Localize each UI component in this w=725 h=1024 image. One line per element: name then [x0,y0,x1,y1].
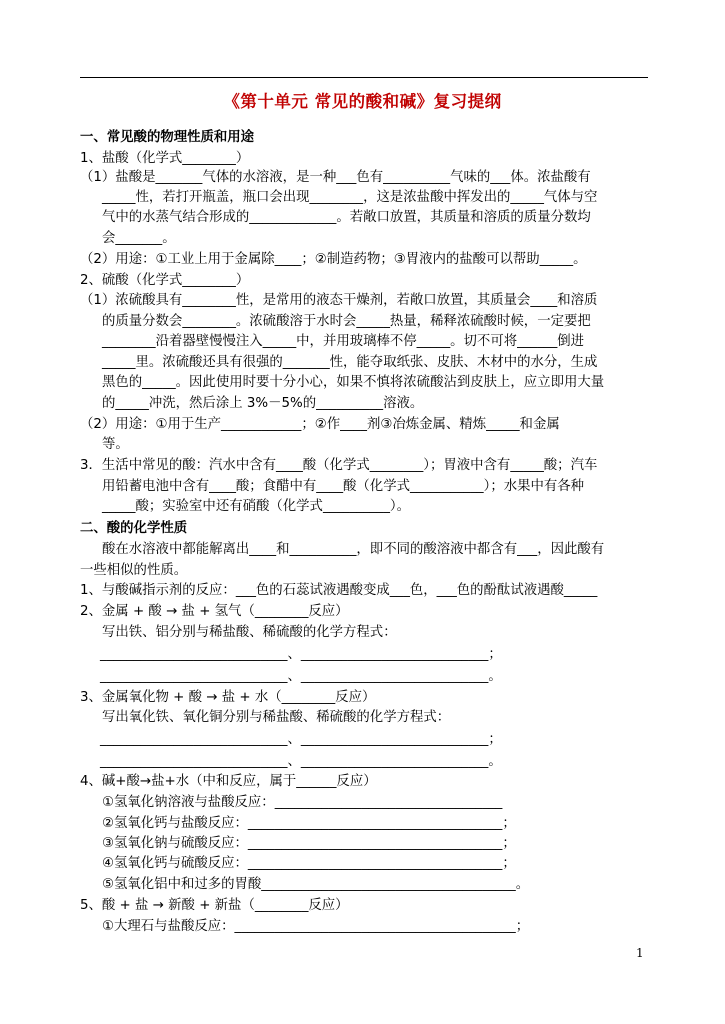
text-line: _____酸；实验室中还有硝酸（化学式__________）。 [102,499,410,514]
text-line: 酸在水溶液中都能解离出____和__________，即不同的酸溶液中都含有___，因此酸有 [102,542,605,557]
text-line: 5、酸 + 盐 → 新酸 + 新盐（________反应） [80,898,349,913]
text-line: 会_______。 [102,231,176,246]
text-line: （2）用途：①用于生产____________；②作____剂③冶炼金属、精炼_____和金属 [80,417,560,432]
text-line: 的质量分数会________。浓硫酸溶于水时会_____热量，稀释浓硫酸时候，一定要把 [102,314,591,329]
text-line: 黑色的_____。因此使用时要十分小心，如果不慎将浓硫酸沾到皮肤上，应立即用大量 [102,375,605,390]
text-line: ③氢氧化钠与硫酸反应：______________________________________； [102,836,516,851]
text-line: ⑤氢氧化铝中和过多的胃酸______________________________________。 [102,877,530,892]
text-line: 2、硫酸（化学式________） [80,273,250,288]
text-line: 写出氧化铁、氧化铜分别与稀盐酸、稀硫酸的化学方程式： [102,710,451,725]
text-line: （2）用途：①工业上用于金属除____；②制造药物；③胃液内的盐酸可以帮助_____。 [80,252,587,267]
text-line: （1）浓硫酸具有________性，是常用的液态干燥剂，若敞口放置，其质量会____和溶质 [80,293,598,308]
text-line: 3、金属氧化物 + 酸 → 盐 + 水（________反应） [80,690,376,705]
text-line: 3．生活中常见的酸：汽水中含有____酸（化学式________）；胃液中含有_____酸；汽车 [80,458,598,473]
section-heading: 二、酸的化学性质 [80,521,188,536]
text-line: ____________________________、____________________________。 [100,754,502,769]
text-line: ①大理石与盐酸反应：__________________________________________； [102,919,530,934]
text-line: 一些相似的性质。 [80,563,188,578]
text-line: ④氢氧化钙与硫酸反应：______________________________________； [102,856,516,871]
text-line: 2、金属 + 酸 → 盐 + 氢气（________反应） [80,604,349,619]
text-line: ____________________________、____________________________； [100,647,502,662]
text-line: （1）盐酸是_______气体的水溶液，是一种___色有__________气味的___体。浓盐酸有 [80,170,591,185]
text-line: 1、盐酸（化学式________） [80,151,250,166]
text-line: ①氢氧化钠溶液与盐酸反应：__________________________________ [102,795,503,810]
text-line: ________沿着器壁慢慢注入_____中，并用玻璃棒不停_____。切不可将______倒进 [102,334,585,349]
section-heading: 一、常见酸的物理性质和用途 [80,130,255,145]
text-line: 气中的水蒸气结合形成的_____________。若敞口放置，其质量和溶质的质量分数均 [102,210,591,225]
text-line: ____________________________、____________________________。 [100,669,502,684]
text-line: 1、与酸碱指示剂的反应：___色的石蕊试液遇酸变成___色，___色的酚酞试液遇酸_____ [80,583,598,598]
page-title: 《第十单元 常见的酸和碱》复习提纲 [223,92,502,111]
text-line: _____性，若打开瓶盖，瓶口会出现________，这是浓盐酸中挥发出的_____气体与空 [102,190,598,205]
text-line: 写出铁、铝分别与稀盐酸、稀硫酸的化学方程式： [102,625,397,640]
text-line: 等。 [102,437,129,452]
header-rule [80,77,648,78]
text-line: _____里。浓硫酸还具有很强的_______性，能夺取纸张、皮肤、木材中的水分，生成 [102,355,598,370]
text-line: ____________________________、____________________________； [100,732,502,747]
text-line: 的_____冲洗，然后涂上 3%－5%的__________溶液。 [102,396,424,411]
text-line: 4、碱+酸→盐+水（中和反应，属于______反应） [80,774,377,789]
page-number: 1 [636,946,644,960]
text-line: ②氢氧化钙与盐酸反应：______________________________________； [102,816,516,831]
text-line: 用铅蓄电池中含有____酸；食醋中有____酸（化学式___________）；水果中有各种 [102,479,585,494]
